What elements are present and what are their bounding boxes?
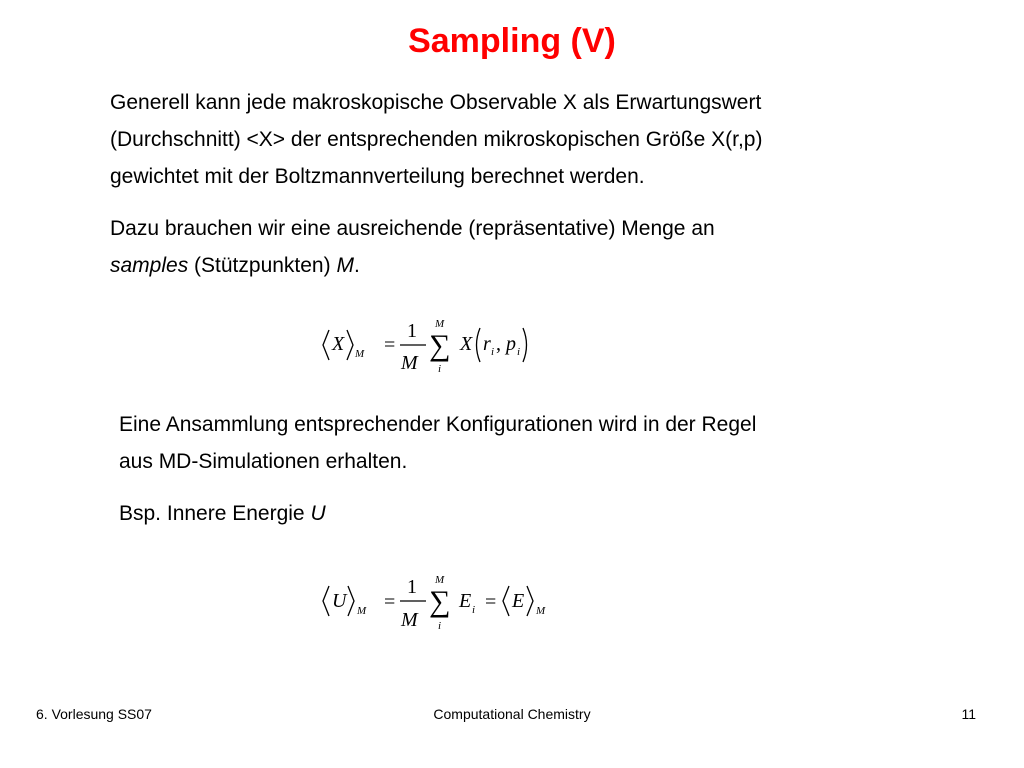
fraction-denominator: M — [401, 609, 418, 631]
rhs-subscript: M — [536, 605, 546, 617]
rhs-variable: E — [512, 590, 525, 612]
lhs-subscript: M — [355, 348, 365, 360]
formula-energy-svg — [318, 570, 558, 640]
function-name: X — [460, 333, 473, 355]
fraction-numerator: 1 — [407, 576, 417, 598]
angle-bracket-left — [323, 586, 329, 616]
paren-right — [523, 328, 527, 362]
paragraph-line: (Durchschnitt) <X> der entsprechenden mikroskopischen Größe X(r,p) — [110, 128, 763, 151]
angle-bracket-left — [323, 330, 329, 360]
sum-lower-limit: i — [438, 363, 442, 375]
paren-left — [477, 328, 481, 362]
formula-expectation-svg — [318, 312, 558, 392]
footer-lecture: 6. Vorlesung SS07 — [36, 706, 152, 722]
paragraph-observable — [110, 84, 930, 195]
example-text: Bsp. Innere Energie — [119, 502, 311, 525]
equals-sign: = — [384, 591, 396, 613]
energy-term: E — [459, 590, 472, 612]
sum-sign: ∑ — [429, 329, 451, 362]
paragraph-line: Eine Ansammlung entsprechender Konfigurationen wird in der Regel — [119, 413, 757, 436]
angle-bracket-right — [348, 586, 354, 616]
lhs-subscript: M — [357, 605, 367, 617]
paragraph-md-simulations — [119, 406, 939, 480]
energy-term-subscript: i — [472, 604, 476, 616]
arg-p: p — [506, 333, 516, 355]
formula-internal-energy — [318, 570, 558, 640]
equals-sign: = — [384, 334, 396, 356]
fraction-denominator: M — [401, 352, 418, 374]
paragraph-example — [119, 495, 939, 532]
formula-expectation-value — [318, 312, 558, 392]
samples-word: samples — [110, 254, 189, 277]
sum-lower-limit: i — [438, 620, 442, 632]
paragraph-line: Generell kann jede makroskopische Observable X als Erwartungswert — [110, 91, 762, 114]
paragraph-line — [110, 247, 930, 284]
u-symbol: U — [310, 502, 326, 525]
paragraph-samples — [110, 210, 930, 284]
angle-bracket-right — [347, 330, 353, 360]
page-number: 11 — [961, 706, 976, 722]
sentence-end: . — [353, 254, 360, 277]
footer-course: Computational Chemistry — [433, 706, 591, 722]
samples-gloss: (Stützpunkten) — [188, 254, 337, 277]
slide-title: Sampling (V) — [408, 22, 616, 60]
arg-p-subscript: i — [517, 346, 521, 358]
arg-r-subscript: i — [491, 346, 495, 358]
arg-comma: , — [496, 333, 501, 355]
fraction-numerator: 1 — [407, 320, 417, 342]
sum-upper-limit: M — [435, 318, 445, 330]
m-symbol: M — [336, 254, 354, 277]
sum-sign: ∑ — [429, 585, 451, 618]
equals-sign-second: = — [485, 591, 497, 613]
paragraph-line: aus MD-Simulationen erhalten. — [119, 450, 408, 473]
lhs-variable: X — [332, 333, 345, 355]
sum-upper-limit: M — [435, 574, 445, 586]
angle-bracket-right — [527, 586, 533, 616]
lhs-variable: U — [332, 590, 347, 612]
paragraph-line — [119, 495, 939, 532]
paragraph-line: gewichtet mit der Boltzmannverteilung berechnet werden. — [110, 165, 645, 188]
angle-bracket-left — [503, 586, 509, 616]
paragraph-line: Dazu brauchen wir eine ausreichende (repräsentative) Menge an — [110, 217, 715, 240]
arg-r: r — [483, 333, 491, 355]
